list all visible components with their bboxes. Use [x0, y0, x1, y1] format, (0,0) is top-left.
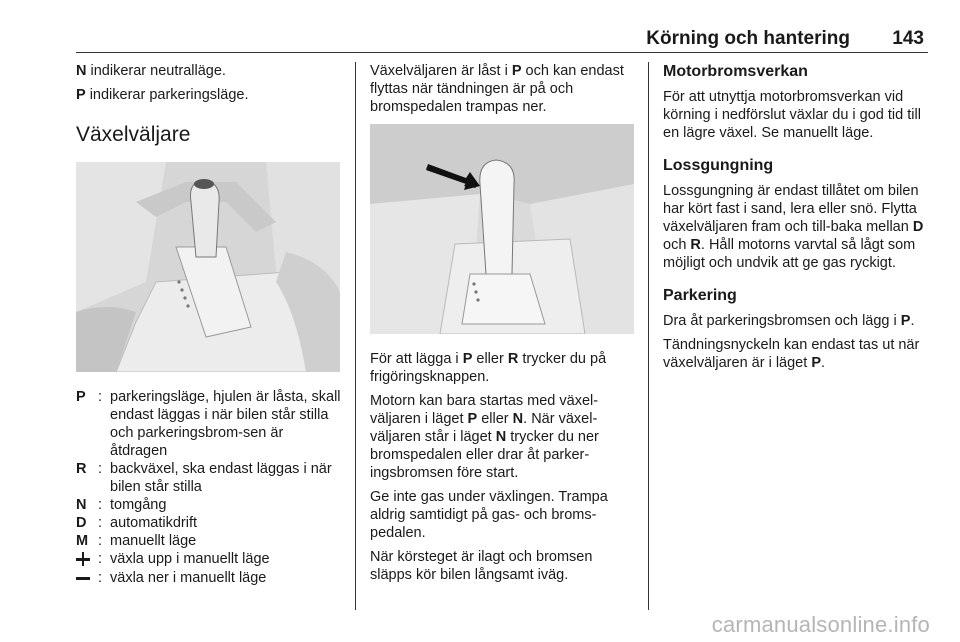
legend-row-p: P : parkeringsläge, hjulen är låsta, skall endast läggas i när bilen står stilla och parkeringsbrom‐sen är åtdragen: [76, 389, 341, 459]
no-throttle-text: Ge inte gas under växlingen. Trampa aldrig samtidigt på gas- och broms‐pedalen.: [370, 489, 608, 541]
release-button-text: För att lägga i P eller R trycker du på frigöringsknappen.: [370, 351, 607, 385]
legend-row-r: R : backväxel, ska endast läggas i när bilen står stilla: [76, 461, 332, 495]
heading-parkering: Parkering: [663, 287, 737, 304]
header-rule: [76, 52, 928, 53]
park-indicator-text: P indikerar parkeringsläge.: [76, 87, 249, 103]
neutral-indicator-text: N indikerar neutralläge.: [76, 63, 226, 79]
legend-row-m: M : manuellt läge: [76, 533, 197, 549]
heading-motorbroms: Motorbromsverkan: [663, 63, 808, 80]
heading-lossgungning: Lossgungning: [663, 157, 774, 174]
watermark: carmanualsonline.info: [711, 612, 930, 637]
section-title: Växelväljare: [76, 123, 191, 146]
parkering-text-1: Dra åt parkeringsbromsen och lägg i P.: [663, 313, 915, 329]
creep-text: När körsteget är ilagt och bromsen släpps kör bilen långsamt iväg.: [370, 549, 593, 583]
page-header: [76, 28, 928, 52]
chapter-title: Körning och hantering: [646, 28, 850, 49]
column-2: [370, 62, 634, 590]
column-1: [76, 62, 342, 588]
column-divider-2: [648, 62, 649, 610]
gear-legend: [76, 388, 342, 588]
legend-row-plus: : växla upp i manuellt läge: [76, 550, 342, 569]
column-divider-1: [355, 62, 356, 610]
page-number: 143: [892, 28, 924, 49]
engine-start-text: Motorn kan bara startas med växel‐väljaren i läget P eller N. När växel‐väljaren står i läget N trycker du ner bromspedalen eller drar åt parker‐ingsbromsen före start.: [370, 393, 599, 481]
lossgungning-text: Lossgungning är endast tillåtet om bilen har kört fast i sand, lera eller snö. Flytta växelväljaren fram och till‐baka mellan D och R. Håll motorns varvtal så lågt som möjligt och undvik att ge gas ryckigt.: [663, 183, 924, 271]
motorbroms-text: För att utnyttja motorbromsverkan vid körning i nedförslut växlar du i god tid till en lägre växel. Se manuellt läge.: [663, 89, 921, 141]
release-button-illustration: [370, 124, 634, 334]
minus-icon: [76, 571, 90, 585]
parkering-text-2: Tändningsnyckeln kan endast tas ut när växelväljaren är i läget P.: [663, 337, 920, 371]
lock-intro-text: Växelväljaren är låst i P och kan endast flyttas när tändningen är på och bromspedalen trampas ner.: [370, 63, 624, 115]
gear-selector-illustration: [76, 162, 340, 372]
legend-row-minus: : växla ner i manuellt läge: [76, 569, 342, 588]
legend-row-n: N : tomgång: [76, 497, 167, 513]
legend-row-d: D : automatikdrift: [76, 515, 198, 531]
column-3: [663, 62, 929, 378]
plus-icon: [76, 552, 90, 566]
